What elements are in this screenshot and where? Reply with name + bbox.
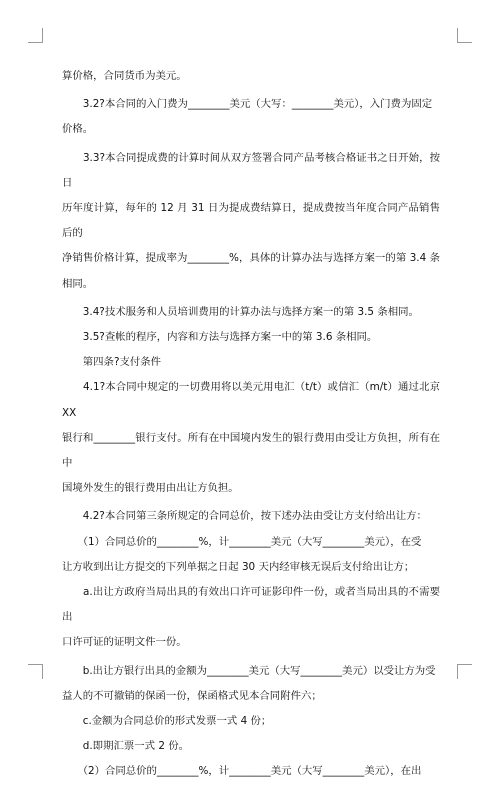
text-line: 3.5?查帐的程序，内容和方法与选择方案一中的第 3.6 条相同。 (62, 331, 378, 344)
text-line: 口许可证的证明文件一份。 (62, 636, 187, 649)
text-line: d.即期汇票一式 2 份。 (62, 740, 190, 753)
text-line: 3.4?技术服务和人员培训费用的计算办法与选择方案一的第 3.5 条相同。 (62, 305, 419, 318)
text-line: 4.2?本合同第三条所规定的合同总价，按下述办法由受让方支付给出让方： (62, 510, 427, 523)
crop-mark-top-right (457, 28, 472, 43)
text-line: 益人的不可撤销的保函一份，保函格式见本合同附件六； (62, 689, 322, 702)
text-line: 银行和________银行支付。所有在中国境内发生的银行费用由受让方负担，所有在中 (62, 431, 440, 470)
crop-mark-bottom-right (457, 664, 472, 679)
text-line: 3.2?本合同的入门费为________美元（大写：________美元），入门费为固定 (62, 98, 433, 111)
text-line: 历年度计算，每年的 12 月 31 日为提成费结算日，提成费按当年度合同产品销售后的 (62, 202, 440, 240)
crop-mark-bottom-left (28, 664, 43, 679)
section-heading: 第四条?支付条件 (62, 356, 162, 369)
text-line: 3.3?本合同提成费的计算时间从双方签署合同产品考核合格证书之日开始，按日 (62, 151, 440, 189)
text-line: （2）合同总价的________%，计________美元（大写________美元），在出 (62, 765, 422, 778)
crop-mark-top-left (28, 28, 43, 43)
text-line: 让方收到出让方提交的下列单据之日起 30 天内经审核无误后支付给出让方； (62, 560, 415, 573)
text-line: 算价格，合同货币为美元。 (62, 70, 187, 82)
text-line: a.出让方政府当局出具的有效出口许可证影印件一份，或者当局出具的不需要出 (62, 586, 440, 624)
text-line: c.金额为合同总价的形式发票一式 4 份； (62, 715, 272, 728)
text-line: 4.1?本合同中规定的一切费用将以美元用电汇（t/t）或信汇（m/t）通过北京 XX (62, 381, 440, 419)
text-line: 国境外发生的银行费用由出让方负担。 (62, 482, 239, 495)
document-body (62, 64, 440, 785)
text-line: 净销售价格计算，提成率为________%，具体的计算办法与选择方案一的第 3.4 条相同。 (62, 252, 440, 290)
text-line: 价格。 (62, 123, 94, 136)
text-line: （1）合同总价的________%，计________美元（大写________美元），在受 (62, 535, 422, 548)
text-line: b.出让方银行出具的金额为________美元（大写________美元）以受让方为受 (62, 664, 436, 677)
